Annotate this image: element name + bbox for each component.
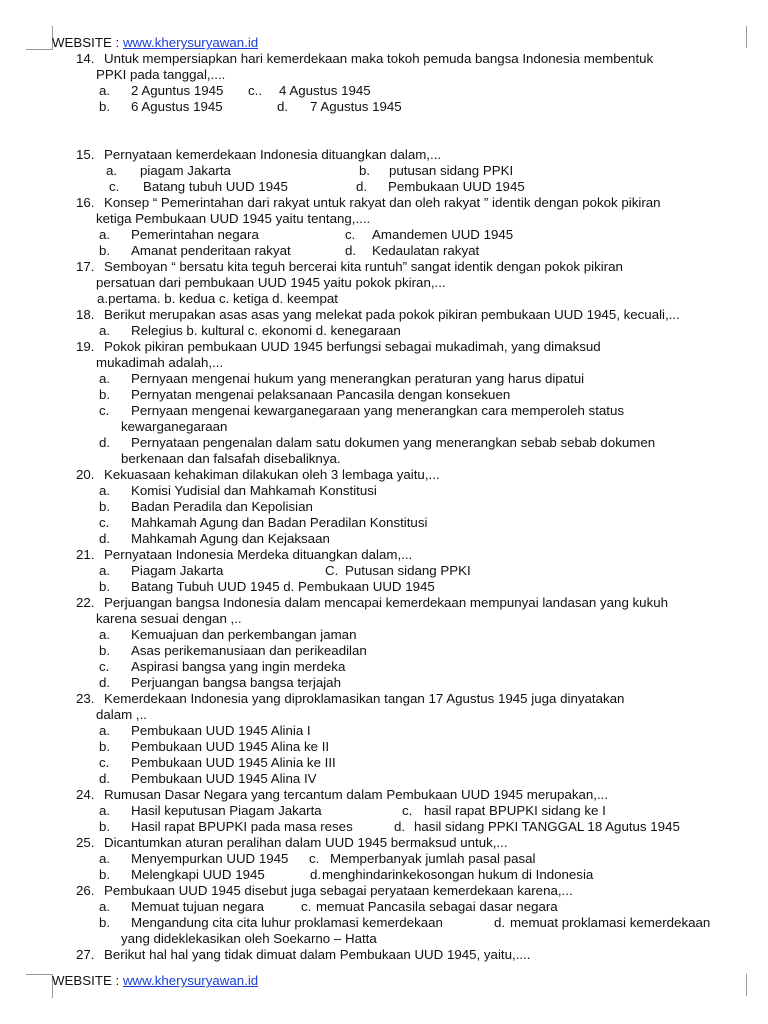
option-text: Melengkapi UUD 1945	[131, 867, 265, 882]
question-text: karena sesuai dengan ,..	[96, 611, 242, 626]
option-text: Komisi Yudisial dan Mahkamah Konstitusi	[131, 483, 377, 498]
option-letter: c.	[109, 179, 120, 194]
option-text: putusan sidang PPKI	[389, 163, 514, 178]
option-letter: a.	[99, 227, 111, 242]
option-text: Pembukaan UUD 1945 Alinia ke III	[131, 755, 336, 770]
question-text: mukadimah adalah,...	[96, 355, 224, 370]
option-text: Mahkamah Agung dan Badan Peradilan Konstitusi	[131, 515, 428, 530]
option-text: berkenaan dan falsafah disebaliknya.	[121, 451, 341, 466]
question-text: Untuk mempersiapkan hari kemerdekaan maka tokoh pemuda bangsa Indonesia membentuk	[104, 51, 654, 66]
option-letter: a.	[106, 163, 118, 178]
option-text: kewarganegaraan	[121, 419, 228, 434]
option-letter: b.	[99, 915, 111, 930]
question-text: Berikut merupakan asas asas yang melekat pada pokok pikiran pembukaan UUD 1945, kecuali,...	[104, 307, 680, 322]
option-letter: d.	[277, 99, 289, 114]
footer-link[interactable]: www.kherysuryawan.id	[122, 973, 259, 988]
option-letter: C.	[325, 563, 339, 578]
option-text: hasil rapat BPUPKI sidang ke I	[424, 803, 606, 818]
option-text: Pemerintahan negara	[131, 227, 259, 242]
option-text: Pernyatan mengenai pelaksanaan Pancasila dengan konsekuen	[131, 387, 511, 402]
question-text: Semboyan “ bersatu kita teguh bercerai kita runtuh” sangat identik dengan pokok pikiran	[104, 259, 623, 274]
header-label: WEBSITE :	[52, 35, 123, 50]
option-letter: d.	[394, 819, 406, 834]
option-text: Asas perikemanusiaan dan perikeadilan	[131, 643, 367, 658]
crop-mark-bottom-left-h	[26, 974, 52, 975]
option-text: Aspirasi bangsa yang ingin merdeka	[131, 659, 346, 674]
option-text: Pembukaan UUD 1945 Alina ke II	[131, 739, 330, 754]
option-text: Hasil keputusan Piagam Jakarta	[131, 803, 322, 818]
question-text: Kekuasaan kehakiman dilakukan oleh 3 lembaga yaitu,...	[104, 467, 440, 482]
question-number: 16.	[76, 195, 95, 210]
option-text: Pernyaan mengenai hukum yang menerangkan peraturan yang harus dipatui	[131, 371, 585, 386]
question-text: Dicantumkan aturan peralihan dalam UUD 1945 bermaksud untuk,...	[104, 835, 508, 850]
option-text: Mengandung cita cita luhur proklamasi kemerdekaan	[131, 915, 443, 930]
option-text: Amanat penderitaan rakyat	[131, 243, 291, 258]
option-text: Piagam Jakarta	[131, 563, 224, 578]
option-text: 2 Aguntus 1945	[131, 83, 224, 98]
option-letter: a.	[99, 563, 111, 578]
option-letter: b.	[99, 243, 111, 258]
option-letter: b.	[99, 499, 111, 514]
footer-website	[52, 973, 258, 989]
option-inline: a.pertama. b. kedua c. ketiga d. keempat	[97, 291, 338, 306]
option-letter: b.	[99, 643, 111, 658]
question-text: Pokok pikiran pembukaan UUD 1945 berfungsi sebagai mukadimah, yang dimaksud	[104, 339, 601, 354]
option-letter: d.	[356, 179, 368, 194]
option-letter: c.	[301, 899, 312, 914]
question-text: persatuan dari pembukaan UUD 1945 yaitu pokok pkiran,...	[96, 275, 446, 290]
footer-label: WEBSITE :	[52, 973, 123, 988]
question-text: Pernyataan Indonesia Merdeka dituangkan dalam,...	[104, 547, 413, 562]
option-letter: c.	[309, 851, 320, 866]
option-text: memuat Pancasila sebagai dasar negara	[316, 899, 558, 914]
option-letter: d.	[99, 675, 111, 690]
option-letter: d.	[494, 915, 506, 930]
option-letter: c.	[99, 659, 110, 674]
option-text-continued: yang dideklekasikan oleh Soekarno – Hatta	[121, 931, 377, 946]
option-text: hasil sidang PPKI TANGGAL 18 Agutus 1945	[414, 819, 680, 834]
option-text: Pembukaan UUD 1945 Alinia I	[131, 723, 311, 738]
question-text: Rumusan Dasar Negara yang tercantum dalam Pembukaan UUD 1945 merupakan,...	[104, 787, 609, 802]
question-text: ketiga Pembukaan UUD 1945 yaitu tentang,....	[96, 211, 371, 226]
option-letter: a.	[99, 627, 111, 642]
option-letter: c.	[99, 515, 110, 530]
option-text: memuat proklamasi kemerdekaan	[510, 915, 711, 930]
option-letter: b.	[99, 579, 111, 594]
option-letter: d.	[99, 435, 111, 450]
option-letter: b.	[359, 163, 371, 178]
question-number: 19.	[76, 339, 95, 354]
question-number: 23.	[76, 691, 95, 706]
header-website	[52, 35, 258, 51]
question-text: Kemerdekaan Indonesia yang diproklamasikan tangan 17 Agustus 1945 juga dinyatakan	[104, 691, 625, 706]
question-text: PPKI pada tanggal,....	[96, 67, 226, 82]
option-text: Memuat tujuan negara	[131, 899, 265, 914]
option-text: Pernyataan pengenalan dalam satu dokumen yang menerangkan sebab sebab dokumen	[131, 435, 656, 450]
option-letter: b.	[99, 819, 111, 834]
question-number: 22.	[76, 595, 95, 610]
question-number: 14.	[76, 51, 95, 66]
option-text: menghindarinkekosongan hukum di Indonesia	[322, 867, 594, 882]
option-text: Badan Peradila dan Kepolisian	[131, 499, 313, 514]
option-letter: a.	[99, 483, 111, 498]
option-letter: b.	[99, 99, 111, 114]
question-number: 26.	[76, 883, 95, 898]
option-letter: a.	[99, 851, 111, 866]
question-number: 24.	[76, 787, 95, 802]
question-text: Konsep “ Pemerintahan dari rakyat untuk rakyat dan oleh rakyat ” identik dengan pokok pikiran	[104, 195, 661, 210]
option-letter: d.	[99, 771, 111, 786]
option-text: Pembukaan UUD 1945 Alina IV	[131, 771, 317, 786]
option-text: Memperbanyak jumlah pasal pasal	[330, 851, 536, 866]
crop-mark-top-left-h	[26, 49, 52, 50]
option-text: Hasil rapat BPUPKI pada masa reses	[131, 819, 353, 834]
question-number: 27.	[76, 947, 95, 962]
option-letter: c.	[402, 803, 413, 818]
option-letter: a.	[99, 803, 111, 818]
option-text: Batang Tubuh UUD 1945 d. Pembukaan UUD 1945	[131, 579, 435, 594]
option-text: Pernyaan mengenai kewarganegaraan yang menerangkan cara memperoleh status	[131, 403, 625, 418]
question-text: Pembukaan UUD 1945 disebut juga sebagai peryataan kemerdekaan karena,...	[104, 883, 573, 898]
option-letter: a.	[99, 371, 111, 386]
question-number: 25.	[76, 835, 95, 850]
option-text: Mahkamah Agung dan Kejaksaan	[131, 531, 330, 546]
crop-mark-top-right-v	[746, 26, 747, 48]
option-letter: c.	[99, 755, 110, 770]
option-text: Kemuajuan dan perkembangan jaman	[131, 627, 357, 642]
option-letter: b.	[99, 387, 111, 402]
question-number: 21.	[76, 547, 95, 562]
option-letter: d.	[345, 243, 357, 258]
question-text: Berikut hal hal yang tidak dimuat dalam Pembukaan UUD 1945, yaitu,....	[104, 947, 531, 962]
option-text: Pembukaan UUD 1945	[388, 179, 525, 194]
option-text: Amandemen UUD 1945	[372, 227, 514, 242]
question-text: Perjuangan bangsa Indonesia dalam mencapai kemerdekaan mempunyai landasan yang kukuh	[104, 595, 669, 610]
option-inline: Relegius b. kultural c. ekonomi d. kenegaraan	[131, 323, 401, 338]
option-letter: a.	[99, 323, 111, 338]
option-letter: b.	[99, 739, 111, 754]
option-letter: d.	[310, 867, 322, 882]
option-text: 6 Agustus 1945	[131, 99, 223, 114]
question-text: Pernyataan kemerdekaan Indonesia dituangkan dalam,...	[104, 147, 442, 162]
question-number: 17.	[76, 259, 95, 274]
option-text: Putusan sidang PPKI	[345, 563, 471, 578]
option-text: Batang tubuh UUD 1945	[143, 179, 288, 194]
option-letter: b.	[99, 867, 111, 882]
crop-mark-bottom-right-v	[746, 974, 747, 996]
question-number: 20.	[76, 467, 95, 482]
question-number: 18.	[76, 307, 95, 322]
option-letter: c.	[345, 227, 356, 242]
option-text: Menyempurkan UUD 1945	[131, 851, 289, 866]
option-letter: c.	[99, 403, 110, 418]
option-letter: a.	[99, 83, 111, 98]
option-text: Perjuangan bangsa bangsa terjajah	[131, 675, 341, 690]
header-link[interactable]: www.kherysuryawan.id	[122, 35, 259, 50]
option-text: 4 Agustus 1945	[279, 83, 371, 98]
question-number: 15.	[76, 147, 95, 162]
option-text: 7 Agustus 1945	[310, 99, 402, 114]
question-text: dalam ,..	[96, 707, 147, 722]
option-text: Kedaulatan rakyat	[372, 243, 480, 258]
option-letter: a.	[99, 899, 111, 914]
option-letter: a.	[99, 723, 111, 738]
option-text: piagam Jakarta	[140, 163, 231, 178]
option-letter: c..	[248, 83, 263, 98]
option-letter: d.	[99, 531, 111, 546]
